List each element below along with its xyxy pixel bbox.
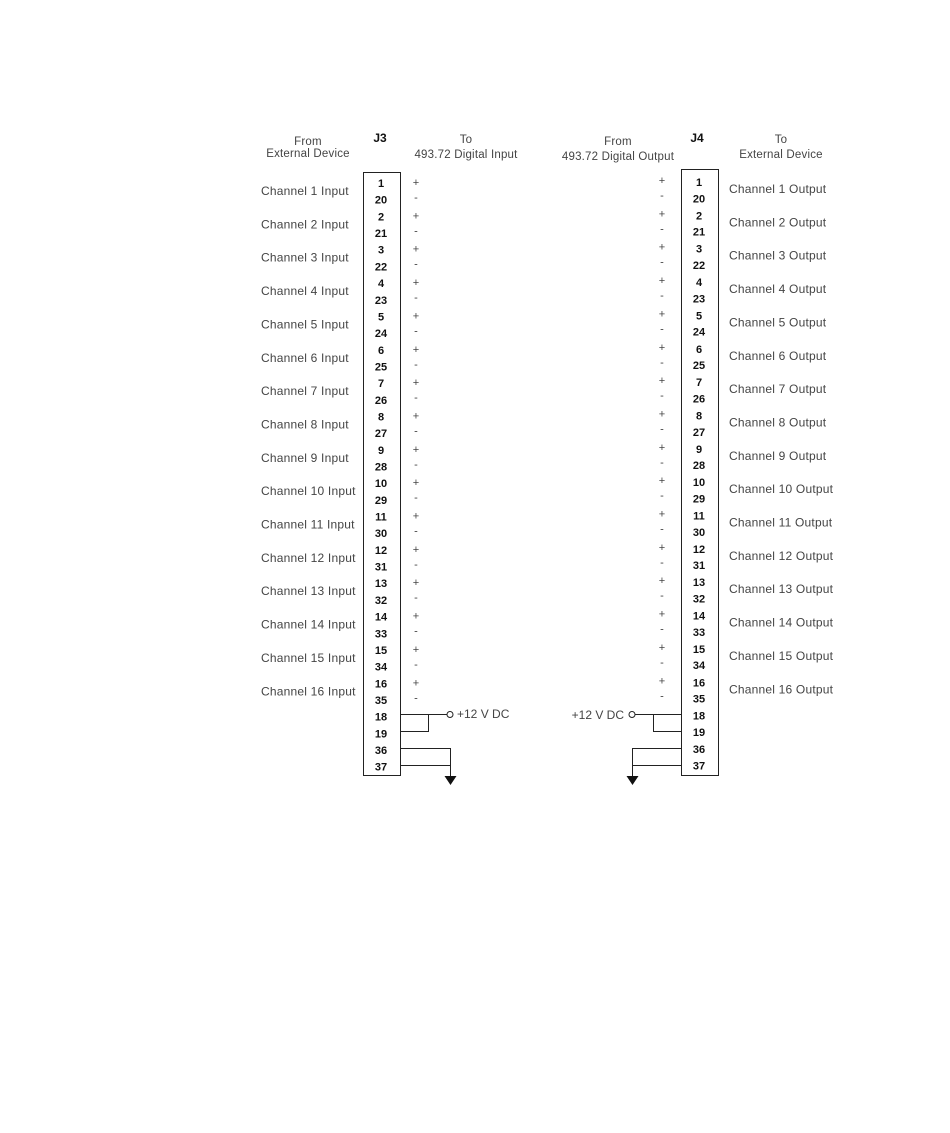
- j3-plus-sign: +: [412, 477, 420, 490]
- j3-channel-label: Channel 13 Input: [261, 584, 356, 599]
- j4-to-header-line2: External Device: [739, 149, 823, 161]
- j3-plus-sign: +: [412, 577, 420, 590]
- j4-minus-sign: -: [660, 290, 664, 303]
- j3-pin-number: 14: [374, 611, 388, 624]
- j3-channel-label: Channel 16 Input: [261, 684, 356, 699]
- j4-minus-sign: -: [660, 323, 664, 336]
- j3-channel-label: Channel 5 Input: [261, 317, 349, 332]
- j4-channel-label: Channel 15 Output: [729, 648, 834, 663]
- j4-power-ground-wiring: [572, 708, 682, 785]
- j4-pin-number: 8: [695, 410, 703, 423]
- j3-pin-number: 1: [377, 178, 385, 190]
- j3-minus-sign: -: [414, 358, 418, 371]
- j3-plus-sign: +: [412, 243, 420, 256]
- j4-pin-number: 32: [692, 593, 706, 606]
- j3-power-terminal-icon: [447, 712, 453, 718]
- j4-pin-number: 3: [695, 243, 703, 256]
- j3-plus-sign: +: [412, 177, 420, 189]
- j3-minus-sign: -: [414, 558, 418, 571]
- j4-plus-sign: +: [658, 175, 666, 187]
- j3-power-label: +12 V DC: [457, 707, 510, 721]
- j4-pin-number: 12: [692, 543, 706, 556]
- j3-polarity-list: [413, 177, 419, 704]
- j3-pin-number: 24: [374, 328, 388, 341]
- j3-minus-sign: -: [414, 225, 418, 238]
- j4-pin-number: 26: [692, 393, 706, 406]
- j3-minus-sign: -: [414, 258, 418, 271]
- j3-pin-number: 7: [377, 378, 385, 391]
- j3-pin-list: [375, 178, 388, 774]
- j3-channel-label: Channel 8 Input: [261, 417, 349, 432]
- j3-minus-sign: -: [414, 292, 418, 305]
- j4-pin-number: 11: [693, 510, 705, 523]
- j4-pin-number: 31: [692, 560, 706, 573]
- j4-pin-number: 23: [692, 293, 706, 306]
- j4-to-header-line1: To: [774, 134, 788, 146]
- j3-channel-label: Channel 9 Input: [261, 450, 349, 465]
- j4-pin-number: 1: [695, 177, 703, 189]
- j4-channel-label: Channel 11 Output: [729, 515, 833, 530]
- j4-plus-sign: +: [658, 541, 666, 554]
- j4-plus-sign: +: [658, 408, 666, 421]
- j3-channel-label: Channel 3 Input: [261, 250, 349, 265]
- j4-from-header-line1: From: [604, 136, 632, 148]
- j3-channel-label: Channel 15 Input: [261, 650, 356, 665]
- j4-channel-label: Channel 6 Output: [729, 348, 827, 363]
- j3-pin-number: 4: [377, 278, 385, 291]
- j3-plus-sign: +: [412, 610, 420, 623]
- j4-pin-number: 10: [692, 477, 706, 490]
- j3-pin-number: 19: [374, 728, 388, 741]
- j3-channel-label: Channel 2 Input: [261, 217, 349, 232]
- j4-pin-number: 21: [692, 226, 706, 239]
- j4-channel-label: Channel 9 Output: [729, 448, 827, 463]
- j3-pin-number: 5: [377, 311, 385, 324]
- j3-plus-sign: +: [412, 277, 420, 290]
- j3-channel-label: Channel 14 Input: [261, 617, 356, 632]
- j4-minus-sign: -: [660, 623, 664, 636]
- j4-channel-label: Channel 16 Output: [729, 682, 834, 697]
- j4-plus-sign: +: [658, 208, 666, 221]
- j3-minus-sign: -: [414, 392, 418, 405]
- j3-channel-label: Channel 6 Input: [261, 350, 349, 365]
- j3-pin-number: 18: [374, 711, 388, 724]
- j4-power-label: +12 V DC: [571, 708, 624, 722]
- j3-plus-sign: +: [412, 677, 420, 690]
- j3-pin-number: 12: [374, 544, 388, 557]
- j4-channel-label: Channel 1 Output: [729, 182, 827, 196]
- j3-plus-sign: +: [412, 443, 420, 456]
- j3-pin-number: 31: [374, 561, 388, 574]
- j3-channel-label: Channel 12 Input: [261, 550, 356, 565]
- j4-plus-sign: +: [658, 441, 666, 454]
- j4-channel-label: Channel 4 Output: [729, 282, 827, 297]
- j4-polarity-list: [659, 175, 665, 702]
- j3-pin-number: 23: [374, 294, 388, 307]
- j4-channel-label: Channel 7 Output: [729, 382, 827, 397]
- j4-pin-number: 35: [692, 693, 706, 706]
- j3-pin-number: 9: [377, 444, 385, 457]
- j4-channel-label: Channel 12 Output: [729, 548, 834, 563]
- j3-minus-sign: -: [414, 625, 418, 638]
- j4-minus-sign: -: [660, 456, 664, 469]
- j4-plus-sign: +: [658, 241, 666, 254]
- j3-minus-sign: -: [414, 425, 418, 438]
- j3-pin-number: 22: [374, 261, 388, 274]
- j4-pin36-ground-wire: [633, 749, 682, 777]
- j4-channel-label: Channel 2 Output: [729, 215, 827, 230]
- j4-minus-sign: -: [660, 590, 664, 603]
- j4-pin-number: 14: [692, 610, 706, 623]
- j4-channel-label: Channel 3 Output: [729, 248, 827, 263]
- j4-pin19-jumper-wire: [654, 715, 682, 732]
- j4-pin-number: 18: [692, 710, 706, 723]
- j4-pin-number: 15: [692, 643, 706, 656]
- j4-pin-number: 24: [692, 326, 706, 339]
- j3-pin-number: 28: [374, 461, 388, 474]
- j4-minus-sign: -: [660, 356, 664, 369]
- j4-pin-number: 29: [692, 493, 706, 506]
- j4-pin-number: 33: [692, 626, 706, 639]
- j4-pin-number: 36: [692, 744, 706, 756]
- j3-plus-sign: +: [412, 410, 420, 423]
- j3-channel-label: Channel 11 Input: [261, 517, 355, 532]
- j3-channel-list: [261, 184, 356, 698]
- j3-plus-sign: +: [412, 643, 420, 656]
- j4-pin-list: [693, 177, 706, 772]
- j4-plus-sign: +: [658, 308, 666, 321]
- j3-minus-sign: -: [414, 325, 418, 338]
- j3-pin-number: 30: [374, 528, 388, 541]
- j3-pin-number: 2: [377, 211, 385, 224]
- j3-minus-sign: -: [414, 192, 418, 204]
- j4-channel-list: [729, 182, 834, 696]
- j4-minus-sign: -: [660, 190, 664, 202]
- j4-minus-sign: -: [660, 523, 664, 536]
- j3-from-header-line1: From: [294, 136, 322, 148]
- j4-pin-number: 19: [692, 726, 706, 739]
- j3-plus-sign: +: [412, 377, 420, 390]
- j3-pin-number: 15: [374, 644, 388, 657]
- j4-from-header-line2: 493.72 Digital Output: [561, 151, 675, 163]
- j4-plus-sign: +: [658, 275, 666, 288]
- j4-plus-sign: +: [658, 375, 666, 388]
- j4-pin-number: 34: [692, 660, 706, 673]
- j4-pin-number: 13: [692, 577, 706, 590]
- j3-pin36-ground-wire: [401, 749, 451, 777]
- j4-pin-number: 4: [695, 277, 703, 290]
- j3-minus-sign: -: [414, 525, 418, 538]
- j4-pin-number: 22: [692, 260, 706, 272]
- j4-power-terminal-icon: [629, 712, 635, 718]
- j3-pin-number: 6: [377, 344, 385, 357]
- j4-pin-number: 5: [695, 310, 703, 323]
- j3-pin-number: 10: [374, 478, 388, 491]
- j4-minus-sign: -: [660, 423, 664, 436]
- j4-plus-sign: +: [658, 341, 666, 354]
- j3-pin-number: 27: [374, 428, 388, 441]
- j4-pin-number: 6: [695, 343, 703, 356]
- j3-channel-label: Channel 1 Input: [261, 184, 349, 198]
- j4-minus-sign: -: [660, 690, 664, 703]
- j4-pin-number: 25: [692, 360, 706, 373]
- j3-to-header-line1: To: [459, 134, 473, 146]
- j4-plus-sign: +: [658, 608, 666, 621]
- j4-minus-sign: -: [660, 490, 664, 503]
- j4-channel-label: Channel 8 Output: [729, 415, 827, 430]
- j4-plus-sign: +: [658, 508, 666, 521]
- j3-pin-number: 16: [374, 678, 388, 691]
- j4-ground-icon: [627, 776, 639, 785]
- j4-channel-label: Channel 5 Output: [729, 315, 827, 330]
- j4-pin-number: 9: [695, 443, 703, 456]
- j3-pin-number: 36: [374, 745, 388, 757]
- j4-plus-sign: +: [658, 641, 666, 654]
- j3-pin-number: 11: [375, 511, 387, 524]
- j3-pin-number: 21: [374, 228, 388, 240]
- j3-channel-label: Channel 7 Input: [261, 384, 349, 399]
- j3-minus-sign: -: [414, 692, 418, 705]
- j3-pin-number: 32: [374, 594, 388, 607]
- j3-channel-label: Channel 4 Input: [261, 284, 349, 299]
- j4-pin-number: 7: [695, 377, 703, 390]
- j3-pin-number: 33: [374, 628, 388, 641]
- j3-plus-sign: +: [412, 210, 420, 223]
- j4-connector-label: J4: [690, 131, 704, 145]
- j4-pin-number: 16: [692, 677, 706, 690]
- j3-pin-number: 35: [374, 695, 388, 707]
- j3-from-header-line2: External Device: [266, 148, 350, 160]
- j3-pin-number: 34: [374, 661, 388, 674]
- j3-connector-label: J3: [373, 131, 387, 145]
- j4-minus-sign: -: [660, 556, 664, 569]
- j3-minus-sign: -: [414, 592, 418, 605]
- j3-channel-label: Channel 10 Input: [261, 484, 356, 499]
- j4-pin-number: 37: [692, 760, 706, 773]
- j3-pin-number: 29: [374, 494, 388, 507]
- j4-plus-sign: +: [658, 475, 666, 488]
- j4-channel-label: Channel 10 Output: [729, 482, 834, 497]
- j3-ground-icon: [445, 776, 457, 785]
- j3-pin-number: 26: [374, 394, 388, 407]
- j3-plus-sign: +: [412, 510, 420, 523]
- j4-pin-number: 28: [692, 460, 706, 473]
- j4-pin-number: 20: [692, 193, 706, 206]
- j3-to-header-line2: 493.72 Digital Input: [414, 149, 518, 161]
- j3-pin19-jumper-wire: [401, 715, 429, 732]
- j3-minus-sign: -: [414, 658, 418, 671]
- j3-power-ground-wiring: [401, 707, 510, 785]
- j3-pin-number: 8: [377, 411, 385, 424]
- j4-minus-sign: -: [660, 656, 664, 669]
- j3-minus-sign: -: [414, 492, 418, 505]
- j4-channel-label: Channel 13 Output: [729, 582, 834, 597]
- j3-plus-sign: +: [412, 310, 420, 323]
- j3-pin-number: 20: [374, 194, 388, 207]
- j4-minus-sign: -: [660, 223, 664, 236]
- j3-pin-number: 25: [374, 361, 388, 374]
- j3-pin-number: 13: [374, 578, 388, 591]
- j3-plus-sign: +: [412, 343, 420, 356]
- j3-minus-sign: -: [414, 458, 418, 471]
- j3-pin-number: 3: [377, 244, 385, 257]
- j4-plus-sign: +: [658, 575, 666, 588]
- j4-channel-label: Channel 14 Output: [729, 615, 834, 630]
- j4-minus-sign: -: [660, 390, 664, 403]
- j4-pin-number: 2: [695, 210, 703, 223]
- j4-pin-number: 30: [692, 526, 706, 539]
- j4-plus-sign: +: [658, 675, 666, 688]
- j4-minus-sign: -: [660, 256, 664, 269]
- j3-pin-number: 37: [374, 761, 388, 774]
- j3-plus-sign: +: [412, 543, 420, 556]
- j4-pin-number: 27: [692, 426, 706, 439]
